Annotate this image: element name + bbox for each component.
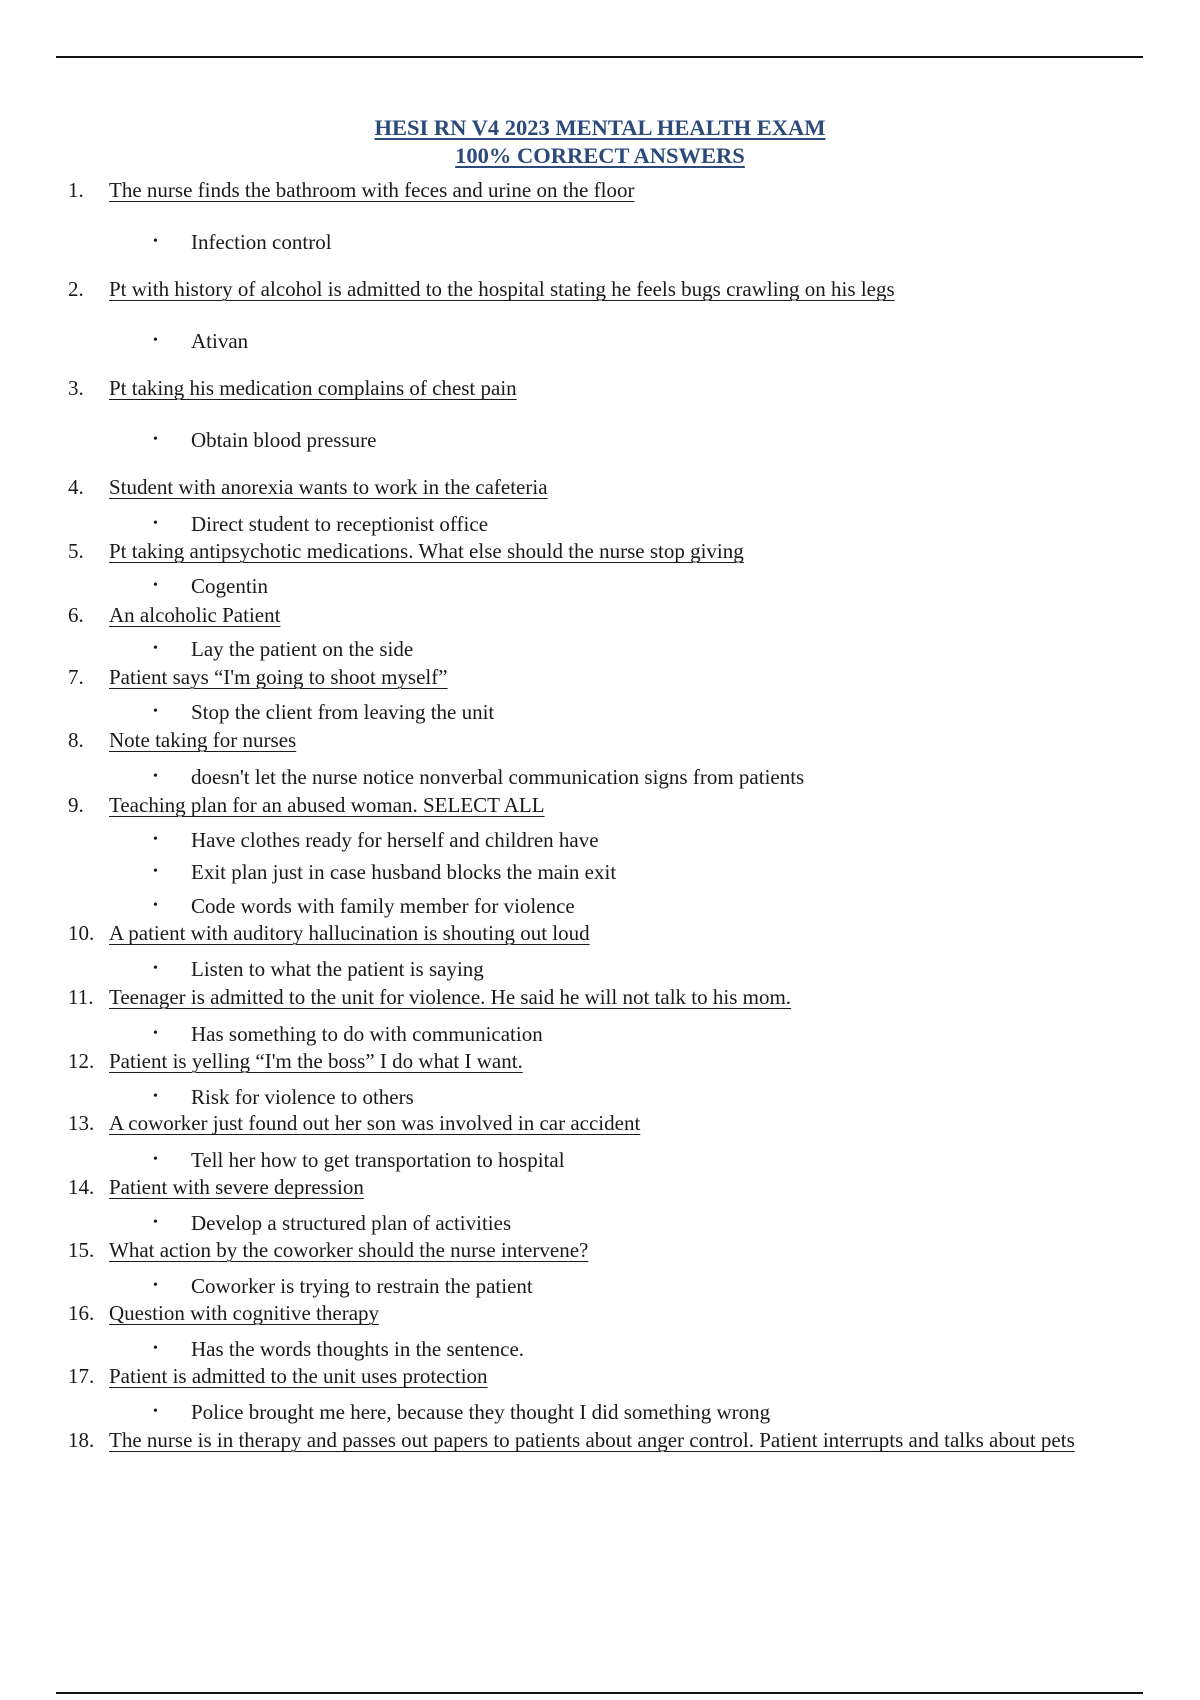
bullet-icon: •	[153, 1404, 158, 1419]
question-text: Pt taking antipsychotic medications. What else should the nurse stop giving	[109, 539, 744, 563]
answer-text: Has something to do with communication	[191, 1022, 543, 1046]
question-number: 8.	[68, 728, 84, 752]
bullet-icon: •	[153, 961, 158, 976]
question-item	[68, 918, 1128, 948]
bullet-icon: •	[153, 234, 158, 249]
question-text: An alcoholic Patient	[109, 603, 281, 627]
question-number: 7.	[68, 665, 84, 689]
question-text: Patient is admitted to the unit uses protection	[109, 1364, 488, 1388]
question-item	[68, 175, 1128, 205]
question-item	[68, 536, 1128, 566]
question-item	[68, 1172, 1128, 1202]
question-item	[68, 725, 1128, 755]
answer-item	[153, 1397, 770, 1427]
bullet-icon: •	[153, 769, 158, 784]
top-rule	[56, 56, 1143, 58]
bottom-rule	[56, 1692, 1143, 1694]
question-number: 9.	[68, 793, 84, 817]
question-item	[68, 1298, 1128, 1328]
question-text: Question with cognitive therapy	[109, 1301, 380, 1325]
question-text: Note taking for nurses	[109, 728, 297, 752]
answer-item	[153, 1271, 533, 1301]
answer-item	[153, 1208, 511, 1238]
answer-item	[153, 509, 488, 539]
answer-text: Listen to what the patient is saying	[191, 957, 484, 981]
question-text: Teenager is admitted to the unit for violence. He said he will not talk to his mom.	[109, 985, 792, 1009]
question-number: 14.	[68, 1175, 95, 1199]
title-line-1: HESI RN V4 2023 MENTAL HEALTH EXAM	[374, 115, 826, 140]
answer-item	[153, 1145, 565, 1175]
bullet-icon: •	[153, 516, 158, 531]
answer-item	[153, 825, 599, 855]
question-number: 4.	[68, 475, 84, 499]
question-item	[68, 662, 1128, 692]
answer-text: Obtain blood pressure	[191, 428, 377, 452]
bullet-icon: •	[153, 1215, 158, 1230]
bullet-icon: •	[153, 1089, 158, 1104]
bullet-icon: •	[153, 1341, 158, 1356]
bullet-icon: •	[153, 832, 158, 847]
answer-item	[153, 1019, 543, 1049]
question-item	[68, 1425, 1128, 1455]
question-item	[68, 790, 1128, 820]
answer-text: Cogentin	[191, 574, 268, 598]
question-item	[68, 1108, 1128, 1138]
bullet-icon: •	[153, 432, 158, 447]
answer-text: Exit plan just in case husband blocks the main exit	[191, 860, 617, 884]
answer-text: Ativan	[191, 329, 249, 353]
answer-item	[153, 1334, 524, 1364]
answer-text: Stop the client from leaving the unit	[191, 700, 495, 724]
question-item	[68, 600, 1128, 630]
answer-text: Police brought me here, because they thought I did something wrong	[191, 1400, 771, 1424]
bullet-icon: •	[153, 898, 158, 913]
question-text: Student with anorexia wants to work in the cafeteria	[109, 475, 548, 499]
question-number: 16.	[68, 1301, 95, 1325]
question-text: Patient is yelling “I'm the boss” I do what I want.	[109, 1049, 523, 1073]
answer-item	[153, 326, 248, 356]
question-item	[68, 1046, 1128, 1076]
answer-text: Coworker is trying to restrain the patient	[191, 1274, 533, 1298]
question-text: The nurse finds the bathroom with feces and urine on the floor	[109, 178, 635, 202]
bullet-icon: •	[153, 333, 158, 348]
answer-item	[153, 697, 494, 727]
bullet-icon: •	[153, 1026, 158, 1041]
question-text: The nurse is in therapy and passes out papers to patients about anger control. Patient interrupts and talks about pets	[109, 1428, 1075, 1452]
answer-item	[153, 634, 413, 664]
question-number: 17.	[68, 1364, 95, 1388]
answer-text: Tell her how to get transportation to hospital	[191, 1148, 565, 1172]
answer-text: Code words with family member for violence	[191, 894, 575, 918]
title-line-2: 100% CORRECT ANSWERS	[455, 143, 745, 168]
answer-item	[153, 857, 616, 887]
question-item	[68, 373, 1128, 403]
bullet-icon: •	[153, 578, 158, 593]
question-text: Teaching plan for an abused woman. SELECT ALL	[109, 793, 545, 817]
question-item	[68, 982, 1128, 1012]
answer-text: Lay the patient on the side	[191, 637, 414, 661]
answer-text: Develop a structured plan of activities	[191, 1211, 512, 1235]
question-number: 11.	[68, 985, 94, 1009]
bullet-icon: •	[153, 1278, 158, 1293]
answer-item	[153, 891, 575, 921]
question-number: 15.	[68, 1238, 95, 1262]
answer-text: Infection control	[191, 230, 332, 254]
answer-text: Has the words thoughts in the sentence.	[191, 1337, 525, 1361]
answer-text: Direct student to receptionist office	[191, 512, 489, 536]
question-text: A patient with auditory hallucination is shouting out loud	[109, 921, 590, 945]
question-number: 12.	[68, 1049, 95, 1073]
bullet-icon: •	[153, 864, 158, 879]
answer-text: doesn't let the nurse notice nonverbal communication signs from patients	[191, 765, 805, 789]
question-text: Pt with history of alcohol is admitted to the hospital stating he feels bugs crawling on his legs	[109, 277, 895, 301]
question-number: 5.	[68, 539, 84, 563]
bullet-icon: •	[153, 641, 158, 656]
bullet-icon: •	[153, 1152, 158, 1167]
answer-item	[153, 227, 332, 257]
question-text: Pt taking his medication complains of chest pain	[109, 376, 517, 400]
document-title	[0, 114, 1200, 170]
question-number: 13.	[68, 1111, 95, 1135]
question-text: What action by the coworker should the nurse intervene?	[109, 1238, 589, 1262]
answer-item	[153, 425, 376, 455]
answer-item	[153, 762, 804, 792]
question-text: A coworker just found out her son was involved in car accident	[109, 1111, 641, 1135]
question-item	[68, 1235, 1128, 1265]
question-text: Patient says “I'm going to shoot myself”	[109, 665, 448, 689]
answer-text: Risk for violence to others	[191, 1085, 414, 1109]
question-text: Patient with severe depression	[109, 1175, 364, 1199]
answer-item	[153, 571, 268, 601]
question-number: 10.	[68, 921, 95, 945]
question-number: 3.	[68, 376, 84, 400]
answer-text: Have clothes ready for herself and children have	[191, 828, 599, 852]
question-number: 6.	[68, 603, 84, 627]
question-number: 1.	[68, 178, 84, 202]
question-item	[68, 274, 1128, 304]
question-number: 2.	[68, 277, 84, 301]
question-item	[68, 1361, 1128, 1391]
question-item	[68, 472, 1128, 502]
answer-item	[153, 954, 484, 984]
question-number: 18.	[68, 1428, 95, 1452]
bullet-icon: •	[153, 704, 158, 719]
